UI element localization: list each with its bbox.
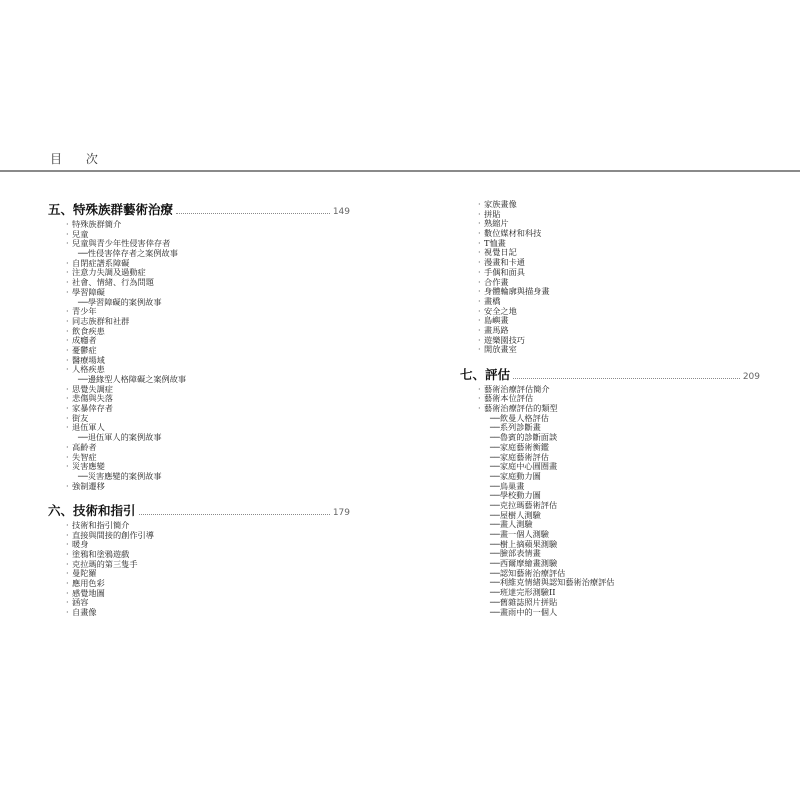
entry-text: ──克拉瑪藝術評估 [490, 499, 558, 510]
bullet-dot: · [66, 219, 69, 229]
bullet-dot: · [66, 451, 69, 462]
bullet-dot: · [66, 238, 69, 249]
entry-text: 島嶼畫 [484, 315, 509, 326]
chapter-page-number: 179 [332, 507, 350, 518]
bullet-dot: · [66, 529, 69, 540]
entry-text: 兒童與青少年性侵害倖存者 [72, 238, 171, 249]
entry-text: 曼陀羅 [72, 568, 97, 579]
bullet-dot: · [478, 199, 481, 209]
toc-chapter-heading[interactable] [48, 501, 350, 521]
entry-text: 畫馬路 [484, 324, 509, 335]
entry-text: 視覺日記 [484, 247, 517, 258]
bullet-dot: · [478, 266, 481, 277]
entry-text: 青少年 [72, 306, 97, 317]
entry-text: 熟縮片 [484, 218, 509, 229]
entry-text: ──家庭動力圖 [490, 470, 541, 481]
bullet-dot: · [478, 276, 481, 287]
entry-text: ──學校動力圖 [490, 490, 541, 501]
bullet-dot: · [66, 441, 69, 452]
entry-text: 悲傷與失落 [72, 393, 113, 404]
bullet-dot: · [478, 218, 481, 229]
bullet-dot: · [66, 480, 69, 491]
entry-text: ──認知藝術治療評估 [490, 567, 566, 578]
entry-text: ──畫雨中的一個人 [490, 606, 558, 617]
toc-entry[interactable] [48, 482, 350, 492]
entry-text: 學習障礙 [72, 286, 105, 297]
entry-text: ──家庭藝術評估 [490, 451, 549, 462]
entry-text: 注意力失調及過動症 [72, 267, 146, 278]
entry-text: ──利維克情緒與認知藝術治療評估 [490, 577, 615, 588]
dot-leader [176, 213, 330, 214]
entry-text: ──畫一個人測驗 [490, 529, 549, 539]
entry-text: 塗鴉和塗鴉遊戲 [72, 549, 130, 559]
entry-text: 街友 [72, 412, 89, 423]
entry-text: 應用色彩 [72, 578, 105, 589]
bullet-dot: · [478, 208, 481, 219]
bullet-dot: · [478, 315, 481, 326]
entry-text: ──班達完形測驗II [490, 587, 556, 598]
toc-entry[interactable] [460, 200, 760, 210]
entry-text: 藝術本位評估 [484, 393, 534, 404]
bullet-dot: · [66, 393, 69, 404]
entry-text: 感覺地圖 [72, 587, 105, 598]
entry-text: 成癮者 [72, 335, 97, 346]
entry-text: 技術和指引簡介 [72, 519, 130, 530]
bullet-dot: · [478, 383, 481, 394]
entry-text: 合作畫 [484, 276, 509, 287]
entry-text: 直接與間接的創作引導 [72, 529, 154, 540]
chapter-title: 六、技術和指引 [48, 502, 136, 518]
toc-chapter-heading[interactable] [460, 365, 760, 385]
toc-entry[interactable] [460, 287, 760, 297]
chapter-title: 七、評估 [460, 366, 511, 382]
bullet-dot: · [478, 344, 481, 355]
toc-entry[interactable] [48, 220, 350, 230]
entry-text: ──畫人測驗 [490, 519, 533, 530]
entry-text: 自閉症譜系障礙 [72, 257, 130, 268]
bullet-dot: · [66, 587, 69, 598]
entry-text: 退伍軍人 [72, 422, 105, 433]
bullet-dot: · [66, 558, 69, 569]
chapter-title: 五、特殊族群藝術治療 [48, 202, 174, 217]
bullet-dot: · [66, 315, 69, 326]
entry-text: 同志族群和社群 [72, 315, 130, 326]
entry-text: ──鳥巢畫 [490, 480, 525, 491]
entry-text: 手偶和面具 [484, 266, 525, 277]
entry-text: 數位媒材和科技 [484, 228, 542, 239]
bullet-dot: · [66, 286, 69, 297]
bullet-dot: · [478, 237, 481, 248]
entry-text: ──魯賓的診斷面談 [490, 432, 558, 443]
bullet-dot: · [66, 364, 69, 375]
entry-text: ──退伍軍人的案例故事 [78, 432, 162, 443]
toc-entry[interactable] [460, 345, 760, 355]
bullet-dot: · [478, 286, 481, 297]
entry-text: ──性侵害倖存者之案例故事 [78, 248, 178, 259]
bullet-dot: · [478, 295, 481, 306]
bullet-dot: · [66, 257, 69, 268]
section-gap [460, 355, 760, 365]
entry-text: 安全之地 [484, 305, 517, 316]
entry-text: ──飲曼人格評估 [490, 412, 549, 423]
bullet-dot: · [478, 228, 481, 239]
entry-text: ──舊雜誌照片拼貼 [490, 596, 558, 607]
bullet-dot: · [66, 578, 69, 589]
entry-text: ──家庭中心圓圈畫 [490, 461, 558, 472]
toc-subentry[interactable] [460, 608, 760, 618]
toc-entry[interactable] [48, 404, 350, 414]
bullet-dot: · [66, 461, 69, 472]
entry-text: 高齡者 [72, 441, 97, 452]
bullet-dot: · [66, 335, 69, 346]
entry-text: 藝術治療評估的類型 [484, 403, 558, 414]
entry-text: 兒童 [72, 228, 89, 239]
entry-text: 遊樂園技巧 [484, 334, 525, 345]
entry-text: 社會、情緒、行為問題 [72, 277, 154, 288]
chapter-page-number: 209 [742, 371, 760, 382]
bullet-dot: · [478, 257, 481, 268]
bullet-dot: · [66, 549, 69, 559]
bullet-dot: · [66, 354, 69, 365]
bullet-dot: · [66, 277, 69, 288]
entry-text: ──邊緣型人格障礙之案例故事 [78, 374, 187, 384]
entry-text: ──學習障礙的案例故事 [78, 296, 162, 307]
entry-text: 身體輪廓與描身畫 [484, 286, 550, 297]
toc-right-column [460, 200, 760, 617]
toc-chapter-heading[interactable] [48, 200, 350, 220]
entry-text: 涵容 [72, 597, 89, 608]
entry-text: ──災害應變的案例故事 [78, 470, 162, 481]
entry-text: 開放畫室 [484, 344, 517, 355]
bullet-dot: · [478, 403, 481, 414]
bullet-dot: · [66, 383, 69, 394]
entry-text: 藝術治療評估簡介 [484, 383, 550, 394]
bullet-dot: · [66, 228, 69, 239]
bullet-dot: · [66, 568, 69, 579]
entry-text: ──家庭藝術衡鑑 [490, 441, 549, 452]
entry-text: 失智症 [72, 451, 97, 462]
bullet-dot: · [66, 539, 69, 550]
entry-text: 克拉瑪的第三隻手 [72, 558, 138, 569]
bullet-dot: · [478, 334, 481, 345]
entry-text: ──屋樹人測驗 [490, 509, 541, 520]
bullet-dot: · [66, 267, 69, 278]
bullet-dot: · [478, 305, 481, 316]
toc-entry[interactable] [48, 589, 350, 599]
bullet-dot: · [66, 597, 69, 608]
entry-text: 強制遷移 [72, 480, 105, 491]
entry-text: 人格疾患 [72, 364, 105, 375]
bullet-dot: · [66, 607, 69, 618]
header-divider [0, 170, 800, 172]
entry-text: ──西爾摩繪畫測驗 [490, 558, 558, 569]
dot-leader [139, 514, 330, 515]
entry-text: 拼貼 [484, 208, 501, 219]
toc-entry[interactable] [48, 608, 350, 618]
entry-text: 家暴倖存者 [72, 403, 113, 414]
section-gap [48, 491, 350, 501]
bullet-dot: · [66, 412, 69, 423]
page-title: 目 次 [50, 152, 108, 166]
entry-text: ──系列診斷畫 [490, 422, 541, 433]
chapter-page-number: 149 [332, 207, 350, 217]
entry-text: 憂鬱症 [72, 344, 97, 355]
entry-text: 醫療場域 [72, 354, 105, 365]
toc-left-column [48, 200, 350, 618]
entry-text: ──臉部表情畫 [490, 548, 541, 559]
bullet-dot: · [66, 306, 69, 317]
bullet-dot: · [66, 519, 69, 530]
bullet-dot: · [66, 344, 69, 355]
bullet-dot: · [478, 247, 481, 258]
entry-text: ──樹上摘蘋果測驗 [490, 538, 558, 549]
entry-text: 畫橋 [484, 295, 501, 306]
entry-text: 災害應變 [72, 461, 105, 472]
entry-text: 家族畫像 [484, 199, 517, 209]
toc-entry[interactable] [48, 531, 350, 541]
entry-text: 自畫像 [72, 607, 97, 618]
entry-text: 飲食疾患 [72, 325, 105, 336]
bullet-dot: · [66, 422, 69, 433]
dot-leader [513, 378, 740, 379]
bullet-dot: · [66, 403, 69, 414]
entry-text: 思覺失調症 [72, 383, 113, 394]
entry-text: 漫畫和卡通 [484, 257, 525, 268]
bullet-dot: · [66, 325, 69, 336]
bullet-dot: · [478, 393, 481, 404]
entry-text: 特殊族群簡介 [72, 219, 122, 229]
bullet-dot: · [478, 324, 481, 335]
entry-text: 暖身 [72, 539, 89, 550]
entry-text: T恤畫 [484, 237, 506, 248]
